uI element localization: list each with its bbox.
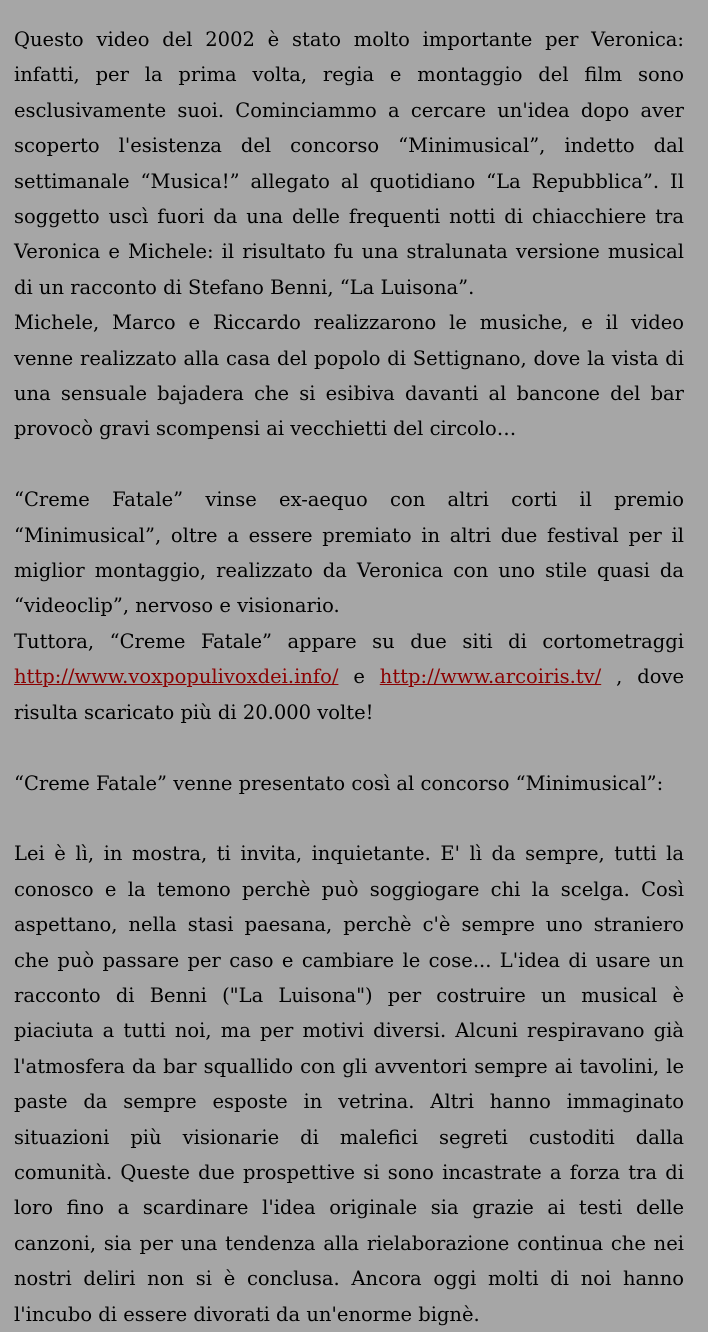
spacer bbox=[14, 730, 684, 765]
conjunction-text: e bbox=[338, 665, 380, 689]
spacer bbox=[14, 447, 684, 482]
synopsis-paragraph: Lei è lì, in mostra, ti invita, inquietante. E' lì da sempre, tutti la conosco e la temono perchè può soggiogare chi la scelga. Così aspettano, nella stasi paesana, perchè c'è sempre uno straniero che può passare per caso e cambiare le cose... L'idea di usare un racconto di Benni ("La Luisona") per costruire un musical è piaciuta a tutti noi, ma per motivi diversi. Alcuni respiravano già l'atmosfera da bar squallido con gli avventori sempre ai tavolini, le paste da sempre esposte in vetrina. Altri hanno immaginato situazioni più visionarie di malefici segreti custoditi dalla comunità. Queste due prospettive si sono incastrate a forza tra di loro fino a scardinare l'idea originale sia grazie ai testi delle canzoni, sia per una tendenza alla rielaborazione continua che nei nostri deliri non si è conclusa. Ancora oggi molti di noi hanno l'incubo di essere divorati da un'enorme bignè. bbox=[14, 842, 684, 1326]
voxpopuli-link[interactable]: http://www.voxpopulivoxdei.info/ bbox=[14, 665, 339, 689]
awards-paragraph-1: “Creme Fatale” vinse ex-aequo con altri corti il premio “Minimusical”, oltre a essere premiato in altri due festival per il miglior montaggio, realizzato da Veronica con uno stile quasi da “videoclip”, nervoso e visionario. bbox=[14, 488, 684, 618]
presented-line: “Creme Fatale” venne presentato così al concorso “Minimusical”: bbox=[14, 771, 664, 795]
intro-paragraph-1: Questo video del 2002 è stato molto importante per Veronica: infatti, per la prima volta, regia e montaggio del film sono esclusivamente suoi. Cominciammo a cercare un'idea dopo aver scoperto l'esistenza del concorso “Minimusical”, indetto dal settimanale “Musica!” allegato al quotidiano “La Repubblica”. Il soggetto uscì fuori da una delle frequenti notti di chiacchiere tra Veronica e Michele: il risultato fu una stralunata versione musical di un racconto di Stefano Benni, “La Luisona”. bbox=[14, 28, 684, 299]
intro-paragraph-2: Michele, Marco e Riccardo realizzarono le musiche, e il video venne realizzato alla casa del popolo di Settignano, dove la vista di una sensuale bajadera che si esibiva davanti al bancone del bar provocò gravi scompensi ai vecchietti del circolo… bbox=[14, 311, 684, 441]
spacer bbox=[14, 801, 684, 836]
document-body bbox=[14, 22, 684, 1332]
sites-line: Tuttora, “Creme Fatale” appare su due siti di cortometraggi bbox=[14, 629, 684, 653]
arcoiris-link[interactable]: http://www.arcoiris.tv/ bbox=[379, 665, 602, 689]
sites-paragraph bbox=[14, 659, 684, 730]
downloads-text: , dove risulta scaricato più di 20.000 volte! bbox=[14, 665, 684, 724]
